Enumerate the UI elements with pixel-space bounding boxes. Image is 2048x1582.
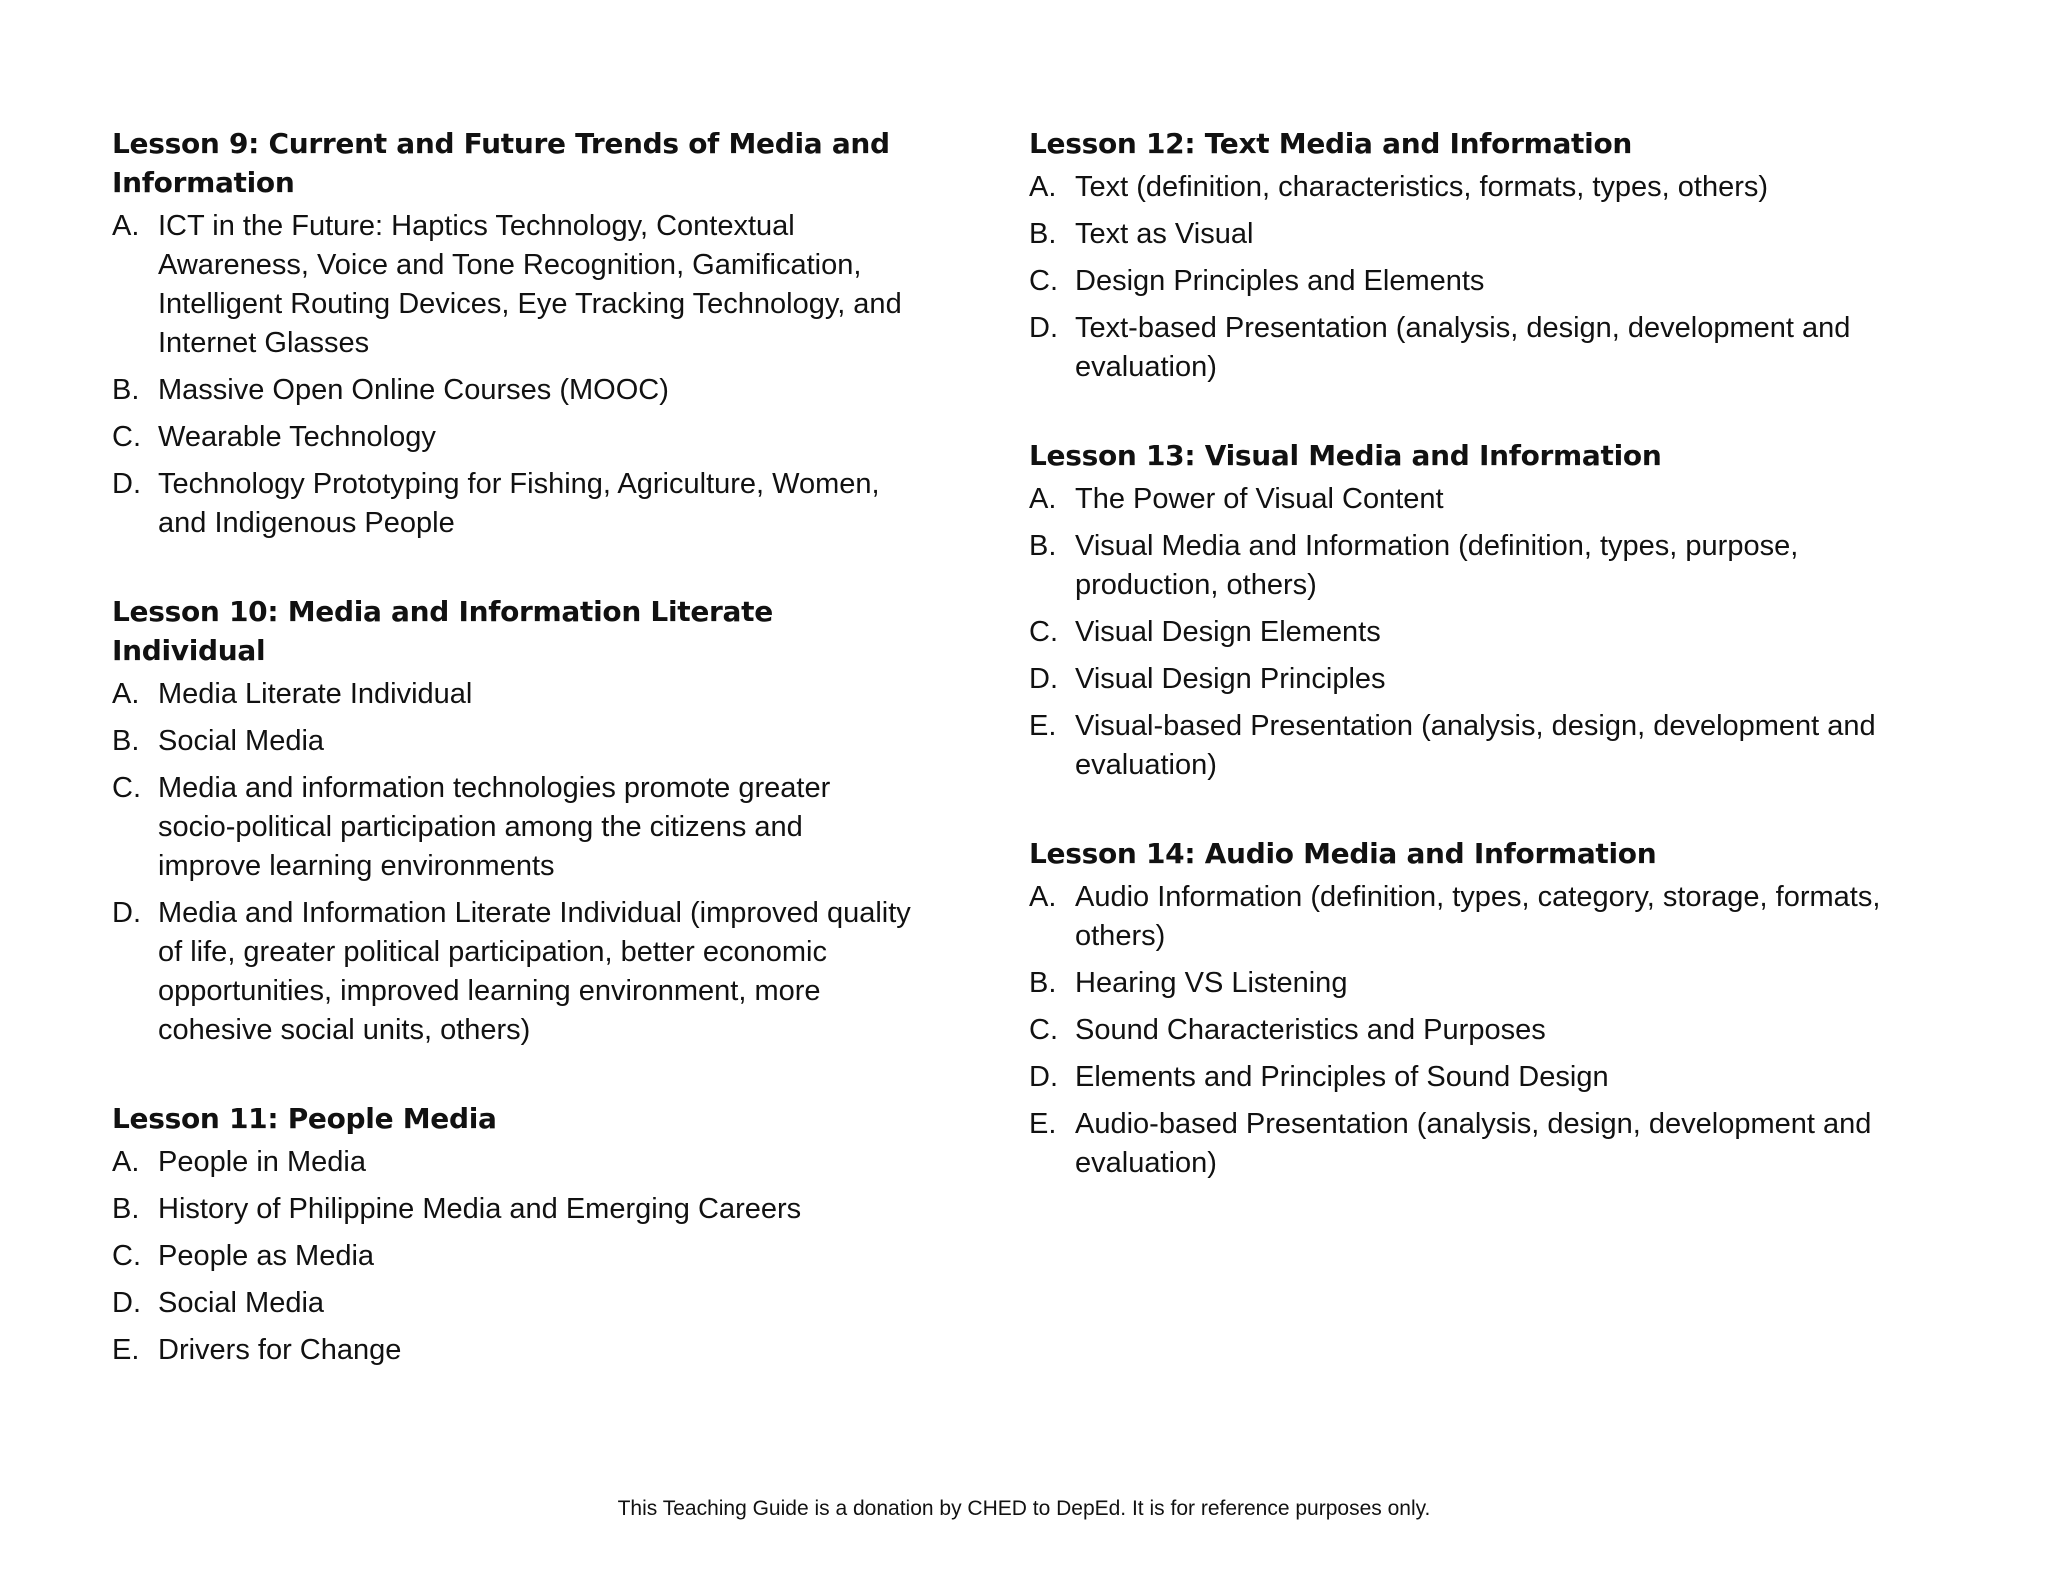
list-item bbox=[1029, 527, 1949, 605]
list-item bbox=[1029, 613, 1949, 652]
list-item bbox=[112, 1237, 912, 1276]
item-text: Elements and Principles of Sound Design bbox=[1075, 1061, 1609, 1093]
item-letter: D. bbox=[112, 897, 141, 929]
item-text: Text (definition, characteristics, formats, types, others) bbox=[1075, 171, 1769, 203]
list-item bbox=[1029, 1058, 1949, 1097]
item-text: People as Media bbox=[158, 1240, 375, 1272]
item-letter: E. bbox=[1029, 1108, 1057, 1140]
item-text: Massive Open Online Courses (MOOC) bbox=[158, 374, 669, 406]
item-letter: D. bbox=[1029, 663, 1058, 695]
item-text: People in Media bbox=[158, 1146, 366, 1178]
lesson-section bbox=[112, 1099, 912, 1370]
item-letter: D. bbox=[1029, 1061, 1058, 1093]
item-text: ICT in the Future: Haptics Technology, Contextual Awareness, Voice and Tone Recognition, Gamification, Intelligent Routing Devices, Eye Tracking Technology, and Internet Glasses bbox=[158, 210, 902, 359]
list-item bbox=[1029, 1011, 1949, 1050]
list-item bbox=[112, 465, 912, 543]
item-letter: A. bbox=[1029, 171, 1057, 203]
list-item bbox=[1029, 168, 1949, 207]
item-text: Media and Information Literate Individual (improved quality of life, greater political participation, better economic opportunities, improved learning environment, more cohesive social units, others) bbox=[158, 897, 911, 1046]
item-text: Media and information technologies promote greater socio-political participation among the citizens and improve learning environments bbox=[158, 772, 831, 882]
list-item bbox=[1029, 878, 1949, 956]
item-text: Media Literate Individual bbox=[158, 678, 473, 710]
page-footer: This Teaching Guide is a donation by CHED to DepEd. It is for reference purposes only. bbox=[617, 1497, 1431, 1520]
item-text: History of Philippine Media and Emerging Careers bbox=[158, 1193, 802, 1225]
item-letter: B. bbox=[1029, 967, 1057, 999]
item-text: The Power of Visual Content bbox=[1075, 483, 1444, 515]
item-letter: B. bbox=[112, 374, 140, 406]
list-item bbox=[1029, 215, 1949, 254]
list-item bbox=[1029, 1105, 1949, 1183]
item-text: Technology Prototyping for Fishing, Agriculture, Women, and Indigenous People bbox=[158, 468, 880, 539]
item-letter: C. bbox=[1029, 265, 1058, 297]
list-item bbox=[1029, 660, 1949, 699]
item-letter: B. bbox=[112, 1193, 140, 1225]
item-text: Text as Visual bbox=[1075, 218, 1254, 250]
item-letter: A. bbox=[112, 678, 140, 710]
item-letter: B. bbox=[1029, 218, 1057, 250]
lesson-topic-list bbox=[1029, 168, 1949, 387]
list-item bbox=[112, 1190, 912, 1229]
item-text: Visual Design Principles bbox=[1075, 663, 1386, 695]
item-text: Wearable Technology bbox=[158, 421, 436, 453]
lesson-topic-list bbox=[1029, 878, 1949, 1183]
lesson-title: Lesson 12: Text Media and Information bbox=[1029, 127, 1633, 160]
lesson-topic-list bbox=[1029, 480, 1949, 785]
item-letter: E. bbox=[112, 1334, 140, 1366]
lesson-section bbox=[1029, 834, 1949, 1183]
item-text: Audio-based Presentation (analysis, design, development and evaluation) bbox=[1075, 1108, 1872, 1179]
item-text: Visual-based Presentation (analysis, design, development and evaluation) bbox=[1075, 710, 1876, 781]
item-text: Visual Media and Information (definition, types, purpose, production, others) bbox=[1075, 530, 1799, 601]
item-text: Text-based Presentation (analysis, design, development and evaluation) bbox=[1075, 312, 1851, 383]
item-letter: A. bbox=[1029, 881, 1057, 913]
lesson-section bbox=[112, 124, 912, 543]
item-letter: A. bbox=[112, 1146, 140, 1178]
item-letter: B. bbox=[1029, 530, 1057, 562]
list-item bbox=[112, 371, 912, 410]
lesson-section bbox=[1029, 124, 1949, 387]
list-item bbox=[112, 207, 912, 363]
item-text: Sound Characteristics and Purposes bbox=[1075, 1014, 1546, 1046]
list-item bbox=[1029, 309, 1949, 387]
item-text: Social Media bbox=[158, 725, 325, 757]
item-letter: C. bbox=[112, 1240, 141, 1272]
item-letter: D. bbox=[112, 468, 141, 500]
item-letter: A. bbox=[1029, 483, 1057, 515]
lesson-title: Lesson 10: Media and Information Literate Individual bbox=[112, 595, 773, 667]
item-letter: C. bbox=[1029, 616, 1058, 648]
list-item bbox=[112, 1284, 912, 1323]
list-item bbox=[1029, 262, 1949, 301]
lesson-section bbox=[1029, 436, 1949, 785]
left-column bbox=[112, 124, 912, 1419]
item-letter: C. bbox=[112, 772, 141, 804]
item-text: Audio Information (definition, types, category, storage, formats, others) bbox=[1075, 881, 1881, 952]
lesson-section bbox=[112, 592, 912, 1050]
lesson-title: Lesson 11: People Media bbox=[112, 1102, 497, 1135]
lesson-title: Lesson 13: Visual Media and Information bbox=[1029, 439, 1662, 472]
item-letter: B. bbox=[112, 725, 140, 757]
list-item bbox=[112, 894, 912, 1050]
list-item bbox=[112, 722, 912, 761]
item-letter: E. bbox=[1029, 710, 1057, 742]
list-item bbox=[112, 418, 912, 457]
list-item bbox=[1029, 707, 1949, 785]
list-item bbox=[112, 1143, 912, 1182]
list-item bbox=[112, 675, 912, 714]
item-text: Design Principles and Elements bbox=[1075, 265, 1485, 297]
item-text: Hearing VS Listening bbox=[1075, 967, 1348, 999]
item-text: Social Media bbox=[158, 1287, 325, 1319]
list-item bbox=[112, 769, 912, 886]
list-item bbox=[112, 1331, 912, 1370]
item-letter: D. bbox=[1029, 312, 1058, 344]
lesson-title: Lesson 14: Audio Media and Information bbox=[1029, 837, 1657, 870]
right-column bbox=[1029, 124, 1949, 1232]
item-text: Drivers for Change bbox=[158, 1334, 402, 1366]
item-text: Visual Design Elements bbox=[1075, 616, 1381, 648]
lesson-topic-list bbox=[112, 207, 912, 543]
lesson-topic-list bbox=[112, 1143, 912, 1370]
list-item bbox=[1029, 480, 1949, 519]
item-letter: A. bbox=[112, 210, 140, 242]
item-letter: C. bbox=[1029, 1014, 1058, 1046]
item-letter: C. bbox=[112, 421, 141, 453]
list-item bbox=[1029, 964, 1949, 1003]
item-letter: D. bbox=[112, 1287, 141, 1319]
lesson-title: Lesson 9: Current and Future Trends of Media and Information bbox=[112, 127, 890, 199]
lesson-topic-list bbox=[112, 675, 912, 1050]
